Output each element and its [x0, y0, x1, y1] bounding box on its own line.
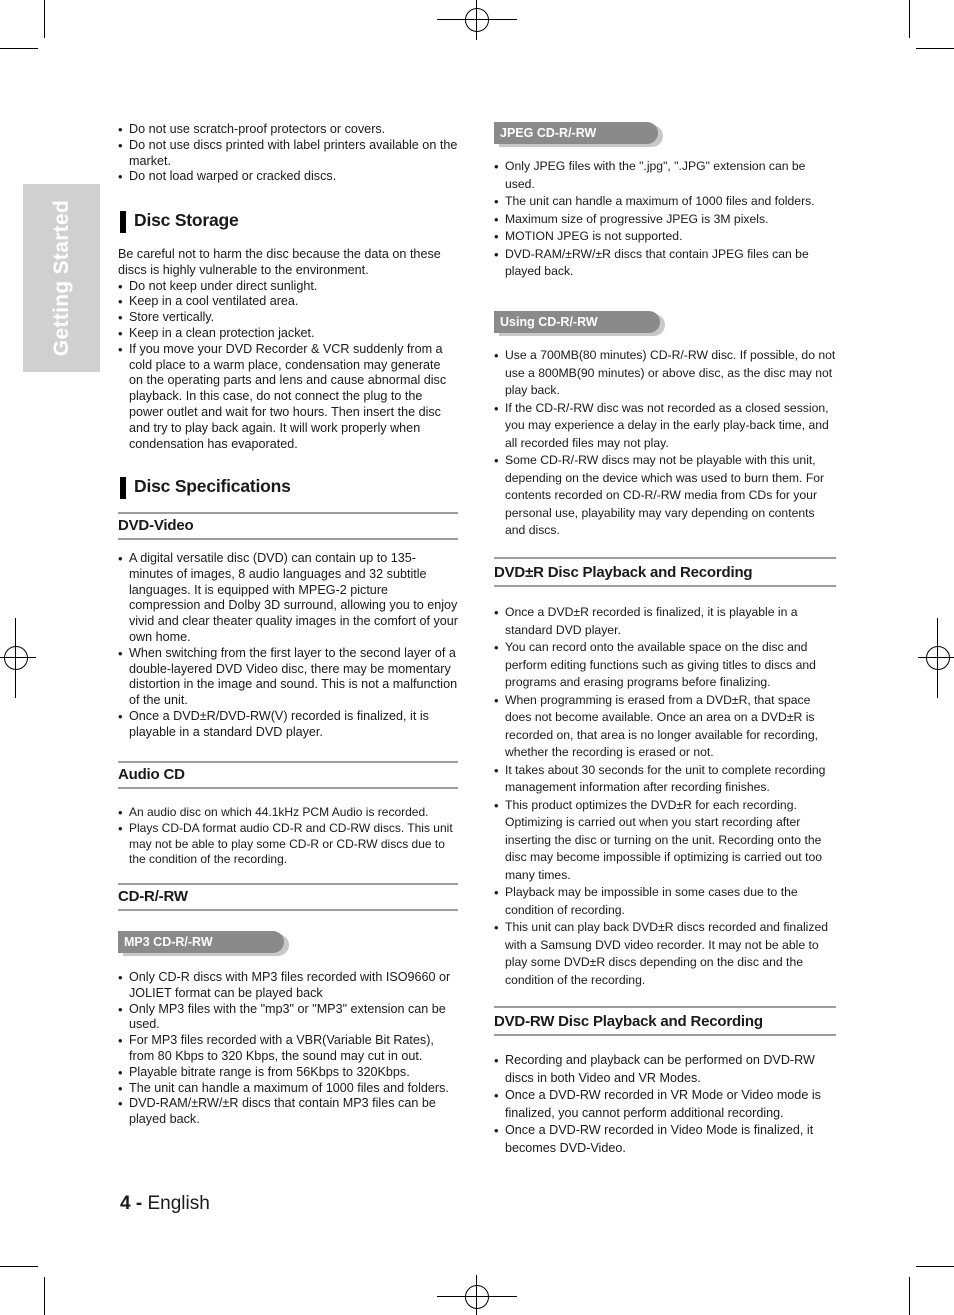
page-number: 4 - [120, 1193, 143, 1214]
using-cd-section [494, 347, 836, 540]
intro-list [118, 122, 458, 185]
dvd-r-heading: DVD±R Disc Playback and Recording [494, 557, 836, 587]
mp3-section [118, 970, 458, 1128]
dvd-video-list [118, 551, 458, 741]
list-item: • Keep in a clean protection jacket. [118, 326, 458, 342]
list-item: • This unit can play back DVD±R discs recorded and finalized with a Samsung DVD video recorder. It may not be able to play some DVD±R discs depending on the disc and the condition of the recording. [494, 919, 836, 989]
list-item: • The unit can handle a maximum of 1000 files and folders. [118, 1081, 458, 1097]
disc-storage-heading: Disc Storage [134, 210, 239, 230]
list-item: • For MP3 files recorded with a VBR(Variable Bit Rates), from 80 Kbps to 320 Kbps, the sound may cut in out. [118, 1033, 458, 1065]
list-item: • If you move your DVD Recorder & VCR suddenly from a cold place to a warm place, condensation may generate on the operating parts and lens and cause abnormal disc playback. In this case, do not connect the plug to the power outlet and wait for two hours. Then insert the disc and try to play back again. It will work properly when condensation has evaporated. [118, 342, 458, 453]
cdr-rw-heading: CD-R/-RW [118, 883, 458, 911]
dvd-r-section [494, 604, 836, 989]
list-item: • Do not use discs printed with label printers available on the market. [118, 138, 458, 170]
list-item: • Playback may be impossible in some cases due to the condition of recording. [494, 884, 836, 919]
list-item: • You can record onto the available space on the disc and perform editing functions such as giving titles to discs and programs and erasing programs before finalizing. [494, 639, 836, 692]
list-item: • Some CD-R/-RW discs may not be playable with this unit, depending on the device which was used to burn them. For contents recorded on CD-R/-RW media from CDs for your personal use, playability may vary depending on contents and discs. [494, 452, 836, 540]
list-item: • Only JPEG files with the ".jpg", ".JPG" extension can be used. [494, 158, 836, 193]
list-item: • This product optimizes the DVD±R for each recording. Optimizing is carried out when you start recording after inserting the disc or turning on the unit. Recording onto the disc may become impossible if optimizing is carried out too many times. [494, 797, 836, 885]
list-item: • The unit can handle a maximum of 1000 files and folders. [494, 193, 836, 211]
mp3-list [118, 970, 458, 1128]
page-footer [120, 1193, 210, 1215]
list-item: • Store vertically. [118, 310, 458, 326]
list-item: • It takes about 30 seconds for the unit to complete recording management information after recording finishes. [494, 762, 836, 797]
list-item: • Once a DVD±R/DVD-RW(V) recorded is finalized, it is playable in a standard DVD player. [118, 709, 458, 741]
list-item: • Keep in a cool ventilated area. [118, 294, 458, 310]
using-cd-list [494, 347, 836, 540]
audio-cd-section [118, 805, 458, 868]
jpeg-section [494, 158, 836, 281]
list-item: • DVD-RAM/±RW/±R discs that contain JPEG files can be played back. [494, 246, 836, 281]
list-item: • When programming is erased from a DVD±R, that space does not become available. Once an area on a DVD±R is recorded on, that area is no longer available for recording, whether the recording is erased or not. [494, 692, 836, 762]
mp3-label: MP3 CD-R/-RW [118, 931, 284, 953]
list-item: • If the CD-R/-RW disc was not recorded as a closed session, you may experience a delay in the early play-back time, and all recorded files may not play. [494, 400, 836, 453]
list-item: • Playable bitrate range is from 56Kbps to 320Kbps. [118, 1065, 458, 1081]
list-item: • Once a DVD-RW recorded in Video Mode is finalized, it becomes DVD-Video. [494, 1122, 836, 1157]
list-item: • A digital versatile disc (DVD) can contain up to 135-minutes of images, 8 audio languages and 32 subtitle languages. It is equipped with MPEG-2 picture compression and Dolby 3D surround, allowing you to enjoy vivid and clear theater quality images in the comfort of your own home. [118, 551, 458, 646]
list-item: • An audio disc on which 44.1kHz PCM Audio is recorded. [118, 805, 458, 821]
dvd-rw-heading: DVD-RW Disc Playback and Recording [494, 1006, 836, 1036]
jpeg-label: JPEG CD-R/-RW [494, 122, 658, 144]
list-item: • Do not keep under direct sunlight. [118, 279, 458, 295]
audio-cd-list [118, 805, 458, 868]
list-item: • Do not use scratch-proof protectors or covers. [118, 122, 458, 138]
dvd-video-heading: DVD-Video [118, 512, 458, 540]
list-item: • Plays CD-DA format audio CD-R and CD-RW discs. This unit may not be able to play some CD-R or CD-RW discs due to the condition of the recording. [118, 821, 458, 868]
dvd-video-section [118, 551, 458, 741]
list-item: • Maximum size of progressive JPEG is 3M pixels. [494, 211, 836, 229]
disc-specs-heading: Disc Specifications [134, 476, 291, 496]
list-item: • Use a 700MB(80 minutes) CD-R/-RW disc. If possible, do not use a 800MB(90 minutes) or above disc, as the disc may not play back. [494, 347, 836, 400]
section-tab [23, 184, 100, 372]
list-item: • Once a DVD-RW recorded in VR Mode or Video mode is finalized, you cannot perform additional recording. [494, 1087, 836, 1122]
list-item: • Once a DVD±R recorded is finalized, it is playable in a standard DVD player. [494, 604, 836, 639]
list-item: • Only CD-R discs with MP3 files recorded with ISO9660 or JOLIET format can be played back [118, 970, 458, 1002]
dvd-r-list [494, 604, 836, 989]
list-item: • Only MP3 files with the "mp3" or "MP3" extension can be used. [118, 1002, 458, 1034]
list-item: • DVD-RAM/±RW/±R discs that contain MP3 files can be played back. [118, 1096, 458, 1128]
using-cd-label: Using CD-R/-RW [494, 311, 660, 333]
list-item: • Do not load warped or cracked discs. [118, 169, 458, 185]
disc-storage-list [118, 279, 458, 453]
disc-storage-section [118, 247, 458, 452]
audio-cd-heading: Audio CD [118, 761, 458, 789]
section-tab-label: Getting Started [49, 199, 73, 357]
disc-storage-intro: Be careful not to harm the disc because the data on these discs is highly vulnerable to the environment. [118, 247, 441, 277]
footer-language: English [147, 1193, 210, 1214]
list-item: • Recording and playback can be performed on DVD-RW discs in both Video and VR Modes. [494, 1052, 836, 1087]
list-item: • When switching from the first layer to the second layer of a double-layered DVD Video disc, there may be momentary distortion in the image and sound. This is not a malfunction of the unit. [118, 646, 458, 709]
intro-list-container [118, 122, 458, 185]
list-item: • MOTION JPEG is not supported. [494, 228, 836, 246]
jpeg-list [494, 158, 836, 281]
dvd-rw-section [494, 1052, 836, 1157]
dvd-rw-list [494, 1052, 836, 1157]
